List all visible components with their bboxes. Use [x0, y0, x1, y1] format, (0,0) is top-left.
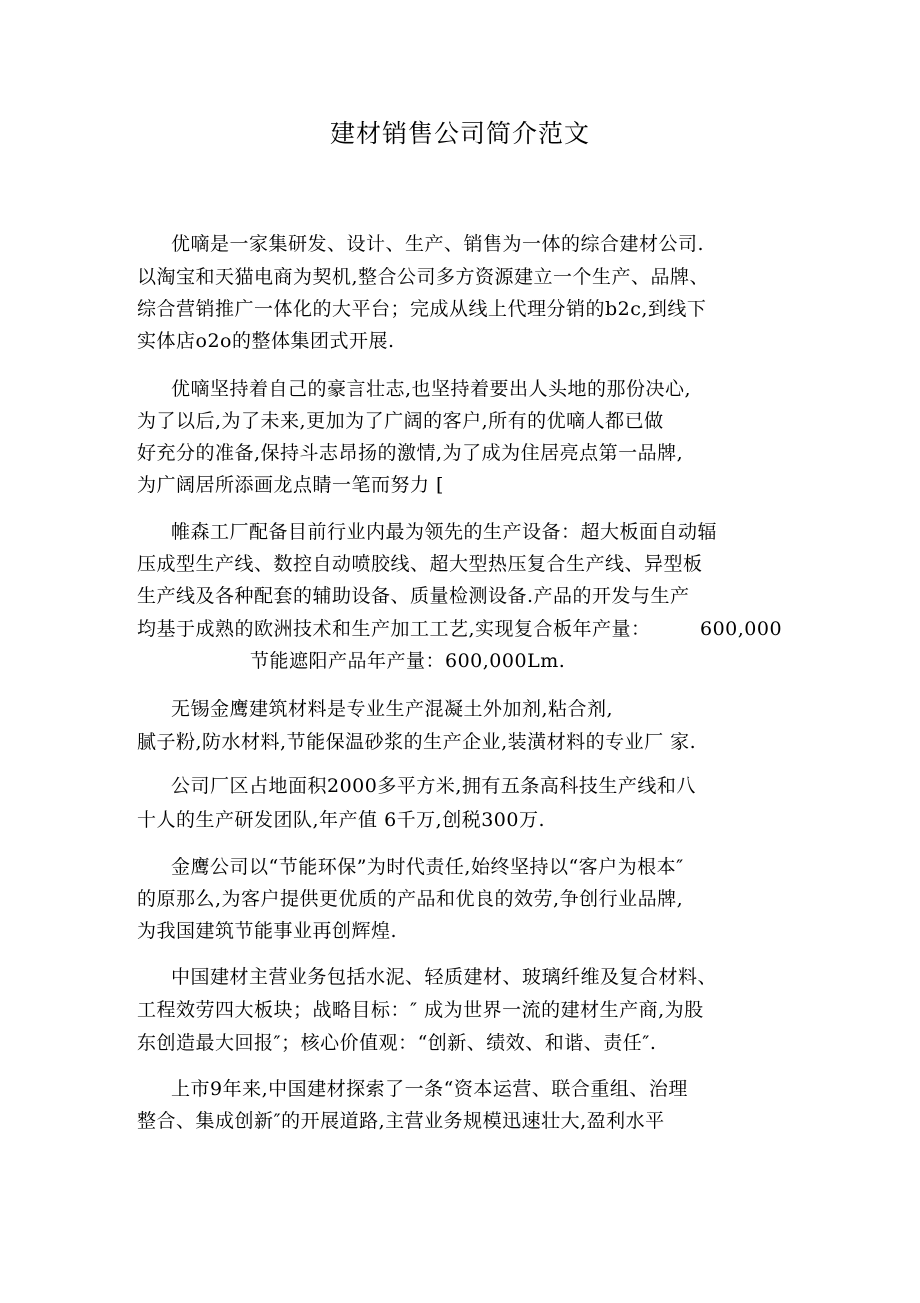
- paragraph-line: 综合营销推广一体化的大平台；完成从线上代理分销的b2c,到线下: [137, 298, 707, 320]
- paragraph-line: 上市9年来,中国建材探索了一条“资本运营、联合重组、治理: [171, 1078, 688, 1100]
- paragraph-line: 的原那么,为客户提供更优质的产品和优良的效劳,争创行业品牌,: [137, 888, 684, 910]
- paragraph-line: 压成型生产线、数控自动喷胶线、超大型热压复合生产线、异型板: [137, 553, 703, 575]
- paragraph-line: 均基于成熟的欧洲技术和生产加工工艺,实现复合板年产量：: [137, 618, 651, 640]
- paragraph-line: 十人的生产研发团队,年产值 6千万,创税300万.: [137, 809, 546, 831]
- paragraph-line: 实体店o2o的整体集团式开展.: [137, 330, 395, 352]
- paragraph-line: 以淘宝和天猫电商为契机,整合公司多方资源建立一个生产、品牌、: [137, 266, 710, 288]
- document-title: 建材销售公司简介范文: [329, 119, 590, 148]
- paragraph-line: 中国建材主营业务包括水泥、轻质建材、玻璃纤维及复合材料、: [171, 966, 718, 988]
- paragraph-line: 为了以后,为了未来,更加为了广阔的客户,所有的优嘀人都已做: [137, 410, 664, 432]
- paragraph-line: 腻子粉,防水材料,节能保温砂浆的生产企业,装潢材料的专业厂 家.: [137, 731, 697, 753]
- paragraph-line: 整合、集成创新″的开展道路,主营业务规模迅速壮大,盈利水平: [137, 1110, 665, 1132]
- paragraph-line: 东创造最大回报″；核心价值观：“创新、绩效、和谐、责任″.: [137, 1032, 657, 1054]
- paragraph-line: 为我国建筑节能事业再创辉煌.: [137, 920, 398, 942]
- paragraph-line: 帷森工厂配备目前行业内最为领先的生产设备：超大板面自动辐: [171, 521, 718, 543]
- paragraph-line: 好充分的准备,保持斗志昂扬的激情,为了成为住居亮点第一品牌,: [137, 442, 684, 464]
- paragraph-line: 优嘀是一家集研发、设计、生产、销售为一体的综合建材公司.: [171, 233, 705, 255]
- paragraph-line: 公司厂区占地面积2000多平方米,拥有五条高科技生产线和八: [171, 775, 696, 797]
- paragraph-line: 为广阔居所添画龙点睛一笔而努力 [: [137, 474, 444, 496]
- paragraph-line: 金鹰公司以“节能环保”为时代责任,始终坚持以“客户为根本″: [171, 856, 684, 878]
- paragraph-line: 优嘀坚持着自己的豪言壮志,也坚持着要出人头地的那份决心,: [171, 378, 692, 400]
- paragraph-line: 工程效劳四大板块；战略目标：″ 成为世界一流的建材生产商,为股: [137, 999, 704, 1021]
- paragraph-line: 节能遮阳产品年产量：600,000Lm.: [250, 650, 566, 672]
- paragraph-line: 生产线及各种配套的辅助设备、质量检测设备.产品的开发与生产: [137, 585, 690, 607]
- production-value: 600,000: [700, 618, 783, 640]
- paragraph-line: 无锡金鹰建筑材料是专业生产混凝土外加剂,粘合剂,: [171, 698, 614, 720]
